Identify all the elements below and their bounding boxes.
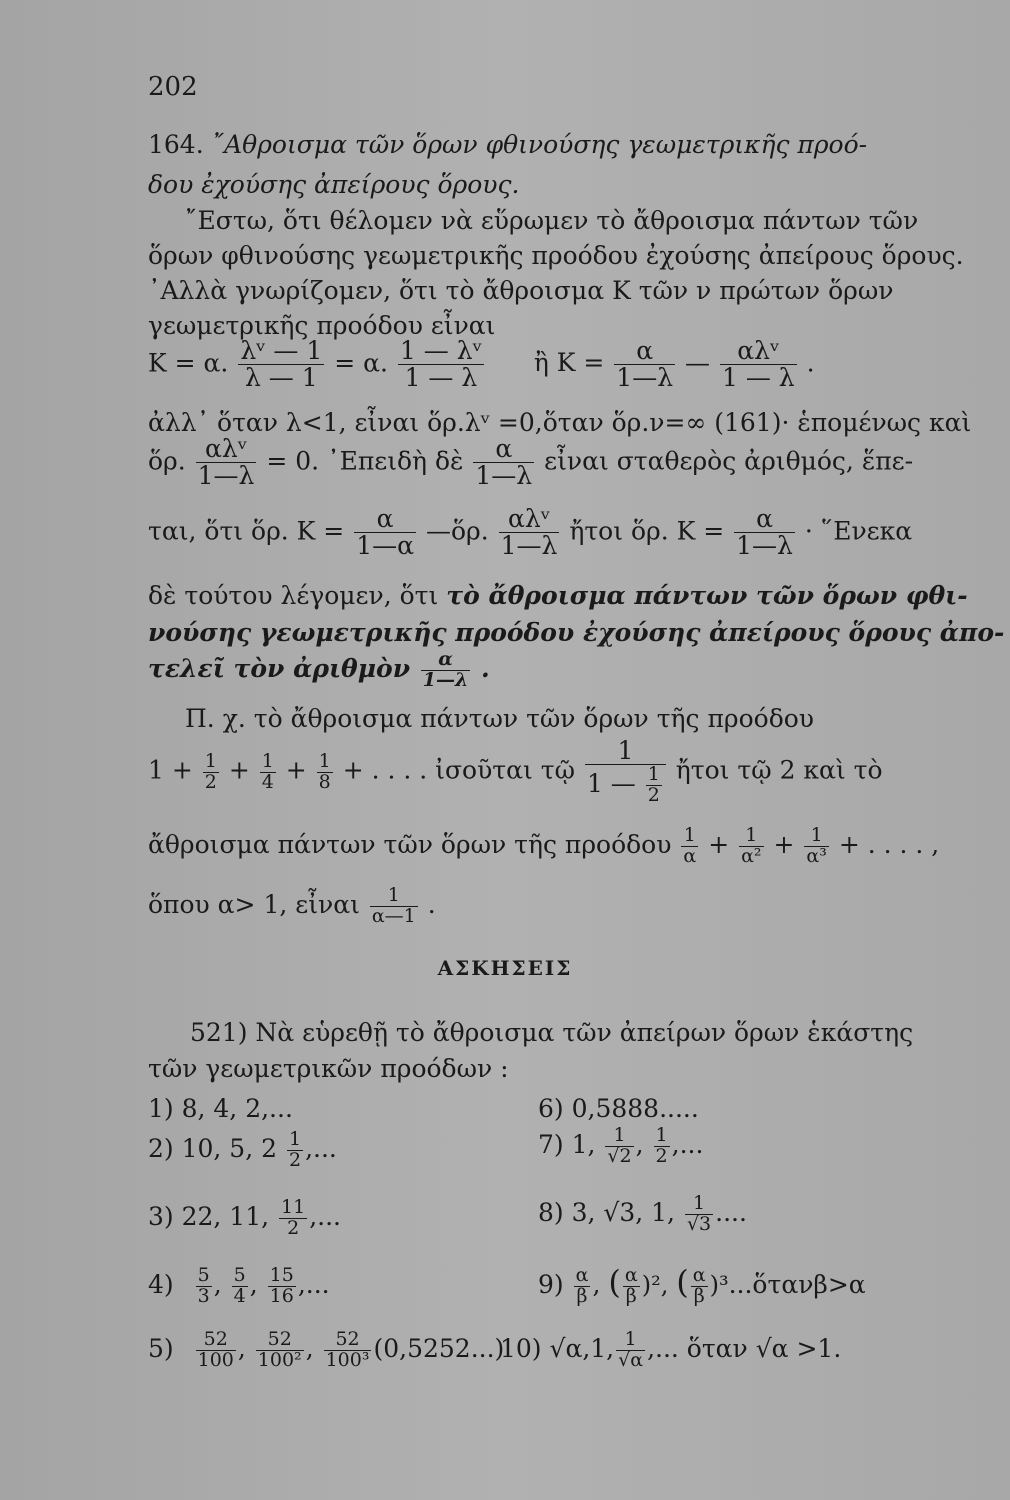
fraction: $\frac{\text{1 — λᵛ}}{1 — \lambda}$ bbox=[399, 336, 482, 393]
exercise-6: 6) 0,5888..... bbox=[538, 1094, 699, 1123]
exercise-9: 9) $\frac{\alpha}{\beta}$ , ( $\frac{\alpha}{\beta}$ )², ( $\frac{\alpha}{\beta}$ )³...ὅτανβ>α bbox=[538, 1263, 866, 1307]
sum-formula: Κ = α. $\frac{\text{λᵛ — 1}}{\lambda — 1}$ = α. $\frac{\text{1 — λᵛ}}{1 — \lambda}$ ἢ Κ = $\frac{\alpha}{1—\lambda}$ — $\frac{\text{αλᵛ}}{1 — \lambda}$ . bbox=[148, 336, 815, 393]
fraction: $\frac{52}{100}$ bbox=[197, 1328, 234, 1371]
fraction: $\frac{\alpha}{\beta}$ bbox=[624, 1264, 638, 1307]
fraction: $\frac{\alpha}{1—\lambda}$ bbox=[422, 648, 469, 691]
fraction: $\frac{1}{\text{α³}}$ bbox=[806, 824, 827, 867]
fraction: $\frac{52}{\text{100²}}$ bbox=[257, 1328, 302, 1371]
fraction: $\frac{1}{\text{α²}}$ bbox=[741, 824, 762, 867]
fraction: $\frac{11}{2}$ bbox=[281, 1196, 306, 1239]
fraction: $\frac{\alpha}{1—\lambda}$ bbox=[736, 504, 793, 561]
exercise-1: 1) 8, 4, 2,... bbox=[148, 1094, 293, 1123]
limit-result-line: ται, ὅτι ὅρ. Κ = $\frac{\alpha}{1—\alpha}$ —ὅρ. $\frac{\text{αλᵛ}}{1—\lambda}$ ἤτοι ὅρ. Κ = $\frac{\alpha}{1—\lambda}$ · ῞Ενεκα bbox=[148, 504, 913, 561]
exercise-5: 5) $\frac{52}{100}$ , $\frac{52}{\text{100²}}$ , $\frac{52}{\text{100³}}$ (0,5252...) bbox=[148, 1328, 505, 1371]
compound-fraction: 1 1 — $\frac{1}{2}$ bbox=[585, 738, 666, 806]
exercise-4: 4) $\frac{5}{3}$ , $\frac{5}{4}$ , $\frac{15}{16}$ ,... bbox=[148, 1264, 330, 1307]
fraction: $\frac{1}{√3}$ bbox=[686, 1192, 712, 1235]
fraction: $\frac{\text{αλᵛ}}{1 — \lambda}$ bbox=[721, 336, 795, 393]
exercise-2: 2) 10, 5, 2 $\frac{1}{2}$ ,... bbox=[148, 1128, 337, 1171]
exercises-heading: ΑΣΚΗΣΕΙΣ bbox=[437, 956, 573, 980]
exercise-7: 7) 1, $\frac{1}{√2}$ , $\frac{1}{2}$ ,... bbox=[538, 1124, 704, 1167]
fraction: $\frac{1}{√2}$ bbox=[607, 1124, 632, 1167]
fraction: $\frac{1}{4}$ bbox=[261, 749, 274, 793]
fraction: $\frac{15}{16}$ bbox=[269, 1264, 294, 1307]
fraction: $\frac{\text{λᵛ — 1}}{\lambda — 1}$ bbox=[240, 336, 323, 393]
exercise-intro: τῶν γεωμετρικῶν προόδων : bbox=[148, 1054, 509, 1083]
fraction: $\frac{\text{αλᵛ}}{1—\lambda}$ bbox=[500, 504, 558, 561]
conclusion-line: τελεῖ τὸν ἀριθμὸν $\frac{\alpha}{1—\lambda}$ . bbox=[148, 648, 490, 691]
limit-line: ὅρ. $\frac{\text{αλᵛ}}{1—\lambda}$ = 0. ᾿Επειδὴ δὲ $\frac{\alpha}{1—\lambda}$ εἶναι σταθερὸς ἀριθμός, ἕπε- bbox=[148, 434, 914, 491]
paragraph-line: ἀλλ᾽ ὅταν λ<1, εἶναι ὅρ.λᵛ =0,ὅταν ὅρ.ν=∞ (161)· ἑπομένως καὶ bbox=[148, 408, 972, 437]
section-title: ῎Αθροισμα τῶν ὅρων φθινούσης γεωμετρικῆς προό- bbox=[211, 130, 868, 159]
fraction: $\frac{\text{αλᵛ}}{1—\lambda}$ bbox=[197, 434, 255, 491]
fraction: $\frac{\alpha}{1—\alpha}$ bbox=[356, 504, 415, 561]
example-result: ὅπου α> 1, εἶναι $\frac{1}{\alpha—1}$ . bbox=[148, 884, 436, 927]
fraction: $\frac{\alpha}{1—\lambda}$ bbox=[616, 336, 674, 393]
fraction: $\frac{1}{8}$ bbox=[318, 749, 331, 793]
conclusion-line: νούσης γεωμετρικῆς προόδου ἐχούσης ἀπείρους ὅρους ἀπο- bbox=[148, 618, 1005, 647]
fraction: $\frac{\alpha}{\beta}$ bbox=[692, 1264, 706, 1307]
fraction: $\frac{5}{4}$ bbox=[233, 1264, 246, 1307]
example-series: 1 + $\frac{1}{2}$ + $\frac{1}{4}$ + $\frac{1}{8}$ + . . . . ἰσοῦται τῷ 1 1 — $\frac{1}{2}$ ἤτοι τῷ 2 καὶ τὸ bbox=[148, 736, 883, 807]
example-line: Π. χ. τὸ ἄθροισμα πάντων τῶν ὅρων τῆς προόδου bbox=[185, 704, 814, 733]
fraction: $\frac{1}{2}$ bbox=[288, 1128, 302, 1171]
exercise-intro: 521) Νὰ εὑρεθῇ τὸ ἄθροισμα τῶν ἀπείρων ὅρων ἑκάστης bbox=[190, 1018, 914, 1047]
fraction: $\frac{52}{\text{100³}}$ bbox=[325, 1328, 370, 1371]
fraction: $\frac{5}{3}$ bbox=[197, 1264, 210, 1307]
fraction: $\frac{\alpha}{1—\lambda}$ bbox=[475, 434, 533, 491]
fraction: $\frac{1}{2}$ bbox=[655, 1124, 668, 1167]
fraction: $\frac{1}{\alpha—1}$ bbox=[371, 884, 416, 927]
page-number: 202 bbox=[148, 72, 198, 102]
fraction: $\frac{\alpha}{\beta}$ bbox=[575, 1264, 589, 1307]
fraction: $\frac{1}{√\alpha}$ bbox=[618, 1328, 644, 1371]
paragraph-line: ὅρων φθινούσης γεωμετρικῆς προόδου ἐχούσης ἀπείρους ὅρους. bbox=[148, 241, 964, 270]
fraction: $\frac{1}{\alpha}$ bbox=[683, 824, 697, 867]
paragraph-line: γεωμετρικῆς προόδου εἶναι bbox=[148, 311, 496, 340]
example-series-2: ἄθροισμα πάντων τῶν ὅρων τῆς προόδου $\frac{1}{\alpha}$ + $\frac{1}{\text{α²}}$ + $\frac{1}{\text{α³}}$ + . . . . , bbox=[148, 824, 940, 867]
exercise-8: 8) 3, √3, 1, $\frac{1}{√3}$ .... bbox=[538, 1192, 747, 1235]
conclusion-line: δὲ τούτου λέγομεν, ὅτι τὸ ἄθροισμα πάντων τῶν ὅρων φθι- bbox=[148, 581, 968, 610]
section-number: 164. bbox=[148, 130, 204, 159]
exercise-3: 3) 22, 11, $\frac{11}{2}$ ,... bbox=[148, 1196, 342, 1239]
exercise-10: 10) √α,1, $\frac{1}{√\alpha}$ ,... ὅταν √α >1. bbox=[500, 1328, 842, 1371]
paragraph-line: ῎Εστω, ὅτι θέλομεν νὰ εὕρωμεν τὸ ἄθροισμα πάντων τῶν bbox=[185, 206, 919, 235]
section-title-line-2: δου ἐχούσης ἀπείρους ὅρους. bbox=[148, 170, 520, 199]
paragraph-line: ᾿Αλλὰ γνωρίζομεν, ὅτι τὸ ἄθροισμα Κ τῶν ν πρώτων ὅρων bbox=[148, 276, 894, 305]
section-title-line-1 bbox=[148, 132, 867, 157]
fraction: $\frac{1}{2}$ bbox=[204, 749, 217, 793]
